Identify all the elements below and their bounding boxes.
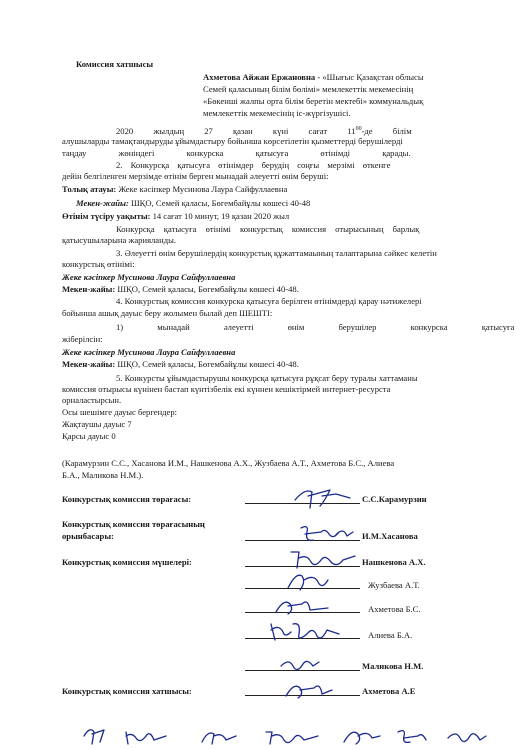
company1: Жеке кәсіпкер Мусинова Лаура Сайфуллаевна (62, 272, 236, 282)
member-5-name: Маликова Н.М. (362, 661, 424, 671)
deputy-name: И.М.Хасанова (362, 531, 418, 541)
deputy-label-2: орынбасары: (62, 531, 114, 541)
footer-signature-2 (122, 724, 172, 748)
para1-line2: алушыларды тамақтандыруды ұйымдастыру бойынша көрсетілетін қызметтерді берушілерді (62, 136, 403, 146)
para3-line2: конкурстық өтінімі: (62, 259, 135, 269)
footer-signature-1 (80, 722, 110, 748)
full-name-line: Толық атауы: Жеке кәсіпкер Мусинова Лаура Сайфуллаевна (62, 184, 288, 194)
member-1-name: Нашкенова А.Х. (362, 557, 426, 567)
address1-line: Мекен-жайы: ШҚО, Семей қаласы, Бөгембайұлы көшесі 40-48 (76, 198, 311, 208)
footer-signature-3 (196, 724, 242, 748)
para5-line3: орналастырсын. (62, 395, 122, 405)
address2-line: Мекен-жайы: ШҚО, Семей қаласы, Бөгембайұлы көшесі 40-48. (62, 284, 299, 294)
para1-line3: таңдау жөніндегі конкурска қатысуға өтінімді қарады. (62, 148, 411, 158)
para5-line1: 5. Конкурсты ұйымдастырушы конкурсқа қатысуға рұқсат беру туралы хаттаманы (116, 373, 418, 383)
para4-line2: бойынша ашық дауыс беру жолымен былай деп ШЕШТІ: (62, 308, 273, 318)
submission-time-line: Өтінім түсіру уақыты: 14 сағат 10 минут, 19 қазан 2020 жыл (62, 211, 290, 221)
secretary-info-line1: Ахметова Айжан Ержановна - «Шығыс Қазақстан облысы (203, 72, 424, 82)
footer-signature-7 (444, 726, 488, 748)
chair-signature (290, 482, 360, 512)
para4-line1: 4. Конкурстық комиссия конкурска қатысуға берілген өтінімдерді қарау нәтижелері (116, 296, 422, 306)
opening-line1: Конкурсқа қатысуға өтінімі конкурстық комиссия отырысының барлық (116, 224, 420, 234)
chair-label: Конкурстық комиссия төрағасы: (62, 494, 192, 504)
company2: Жеке кәсіпкер Мусинова Лаура Сайфуллаевна (62, 347, 236, 357)
member-4-name: Алиева Б.А. (368, 630, 413, 640)
secretary-info-line3: «Бөкенші жалпы орта білім беретін мектебі» коммунальдық (203, 96, 424, 106)
deputy-label-1: Конкурстық комиссия төрағасының (62, 519, 205, 529)
footer-signature-6 (392, 724, 432, 748)
footer-signature-4 (262, 726, 322, 748)
secretary-name: Ахметова А.Е (362, 686, 416, 696)
member-5-signature (275, 652, 325, 678)
member-4-signature (265, 614, 345, 646)
secretary-info-line2: Семей қаласының білім бөлімі» мемлекеттік мекемесінің (203, 84, 414, 94)
opening-line2: қатысушыларына жарияланды. (62, 235, 177, 245)
votes-for: Жақтаушы дауыс 7 (62, 419, 132, 429)
para1-line1: 2020 жылдың 27 қазан күні сағат $11^{00}-де$ білім (116, 125, 412, 136)
secretary-label: Конкурстық комиссия хатшысы: (62, 686, 192, 696)
votes-intro: Осы шешімге дауыс бергендер: (62, 407, 178, 417)
para4-line4: жіберілсін: (62, 334, 103, 344)
secretary-heading: Комиссия хатшысы (76, 59, 154, 69)
member-2-name: Жузбаева А.Т. (368, 580, 420, 590)
voters-line1: (Карамурзин С.С., Хасанова И.М., Нашкенова А.Х., Жузбаева А.Т., Ахметова Б.С., Алиева (62, 458, 395, 468)
member-3-name: Ахметова Б.С. (368, 604, 421, 614)
para4-line3: 1) мынадай әлеуетті өнім берушілер конкурска қатысуға (116, 322, 515, 332)
voters-line2: Б.А., Маликова Н.М.). (62, 470, 144, 480)
votes-against: Қарсы дауыс 0 (62, 431, 116, 441)
secretary-info-line4: мемлекеттік мекемесінің іс-жүргізушісі. (203, 108, 351, 118)
para2-line2: дейін белгіленген мерзімде өтінім берген мынадай әлеуетті өнім беруші: (62, 171, 329, 181)
members-label: Конкурстық комиссия мүшелері: (62, 557, 192, 567)
secretary-signature (278, 676, 338, 704)
para3-line1: 3. Әлеуетті өнім берушілердің конкурстық құжаттамаының талаптарына сәйкес келетін (116, 248, 437, 258)
para5-line2: комиссия отырысы күнінен бастап күнтізбелік екі күннен кешіктірмей интернет-ресурста (62, 384, 391, 394)
chair-name: С.С.Карамурзин (362, 494, 427, 504)
para2-line1: 2. Конкурсқа қатысуға өтінімдер берудің соңғы мерзімі өткенге (116, 160, 391, 170)
footer-signature-5 (338, 724, 384, 748)
address3-line: Мекен-жайы: ШҚО, Семей қаласы, Бөгембайұлы көшесі 40-48. (62, 359, 299, 369)
